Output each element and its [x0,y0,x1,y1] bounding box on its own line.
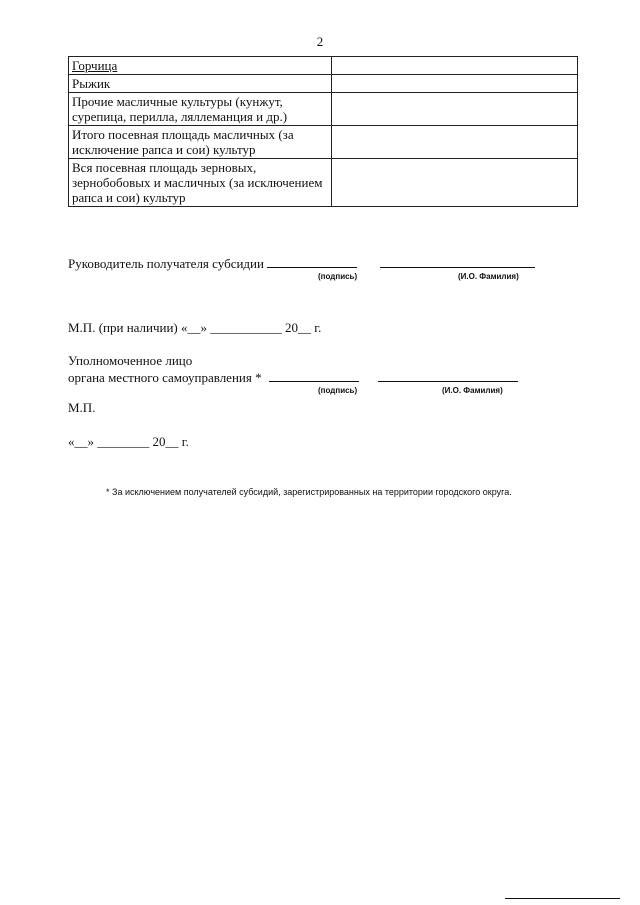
crops-table [68,56,578,207]
stamp-date-line: М.П. (при наличии) «__» ___________ 20__ г. [68,320,322,335]
table-row [69,159,578,207]
authorized-signature-blank [269,369,359,382]
scan-edge-line [505,898,620,899]
head-label: Руководитель получателя субсидии [68,256,264,271]
head-name-caption: (И.О. Фамилия) [458,272,519,281]
crop-value-other-oilseeds [332,93,578,126]
table-row [69,126,578,159]
table-row [69,57,578,75]
crop-name-total-area: Вся посевная площадь зерновых, зернобобовых и масличных (за исключением рапса и сои) культур [69,159,332,207]
crop-name-other-oilseeds: Прочие масличные культуры (кунжут, сурепица, перилла, ляллеманция и др.) [69,93,332,126]
crop-value-total-area [332,159,578,207]
head-signature-blank [267,255,357,268]
page-number: 2 [316,34,324,49]
head-signature-line [68,255,535,272]
footnote: * За исключением получателей субсидий, зарегистрированных на территории городского округа. [106,487,512,497]
authorized-name-blank [378,369,518,382]
date-line: «__» ________ 20__ г. [68,434,189,449]
authorized-signature-line [68,369,518,386]
authorized-name-caption: (И.О. Фамилия) [442,386,503,395]
stamp-label: М.П. [68,400,96,415]
head-name-blank [380,255,535,268]
crop-name-camelina: Рыжик [69,75,332,93]
crop-name-oilseeds-total: Итого посевная площадь масличных (за исключение рапса и сои) культур [69,126,332,159]
head-signature-caption: (подпись) [318,272,358,281]
crop-value-mustard [332,57,578,75]
crop-value-oilseeds-total [332,126,578,159]
crop-name-mustard: Горчица [69,57,332,75]
table-row [69,93,578,126]
authorized-signature-caption: (подпись) [318,386,358,395]
authorized-person-label: Уполномоченное лицо [68,353,193,368]
authorized-label: органа местного самоуправления * [68,370,262,385]
table-row [69,75,578,93]
crop-value-camelina [332,75,578,93]
